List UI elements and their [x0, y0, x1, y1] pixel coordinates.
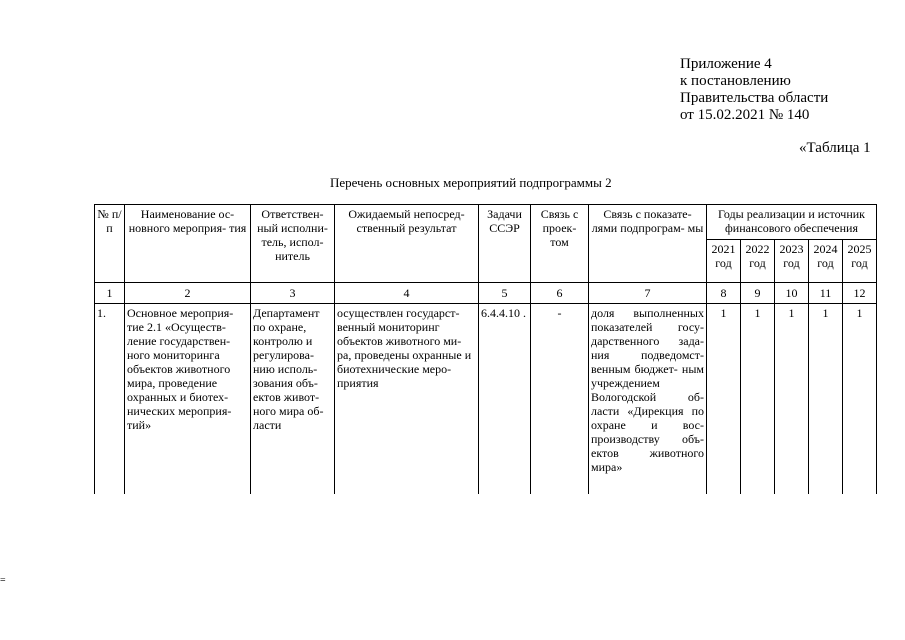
header-year: 2023 год [775, 240, 809, 283]
row-num: 1. [95, 304, 125, 495]
appendix-line-3: Правительства области [680, 90, 829, 106]
col-number: 8 [707, 283, 741, 304]
row-link-project: - [531, 304, 589, 495]
header-year: 2022 год [741, 240, 775, 283]
header-year: 2024 год [809, 240, 843, 283]
col-number: 4 [335, 283, 479, 304]
row-link-indicators: доля выполненных показателей госу- дарственного зада- ния подведомст- венным бюджет- ным учреждением Вологодской об- ласти «Дирекция по охране и вос- производству объ- ектов животного мира» [589, 304, 707, 495]
row-tasks: 6.4.4.10 . [479, 304, 531, 495]
document-title: Перечень основных мероприятий подпрограммы 2 [330, 175, 612, 190]
appendix-line-4: от 15.02.2021 № 140 [680, 107, 810, 123]
col-number: 9 [741, 283, 775, 304]
col-number: 1 [95, 283, 125, 304]
header-year: 2021 год [707, 240, 741, 283]
header-result: Ожидаемый непосред- ственный результат [335, 205, 479, 283]
header-row-1 [95, 205, 877, 240]
table-row [95, 304, 877, 495]
edge-mark: = [0, 575, 6, 586]
header-link-project: Связь с проек- том [531, 205, 589, 283]
row-responsible: Департамент по охране, контролю и регулирова- нию исполь- зования объ- ектов живот- ного мира об- ласти [251, 304, 335, 495]
header-num: № п/п [95, 205, 125, 283]
header-responsible: Ответствен- ный исполни- тель, испол- нитель [251, 205, 335, 283]
header-name: Наименование ос- новного мероприя- тия [125, 205, 251, 283]
col-number: 10 [775, 283, 809, 304]
row-name: Основное мероприя- тие 2.1 «Осуществ- ление государствен- ного мониторинга объектов животного мира, проведение охранных и биотех- нических мероприя- тий» [125, 304, 251, 495]
header-link-indicators: Связь с показате- лями подпрограм- мы [589, 205, 707, 283]
table-reference: «Таблица 1 [799, 140, 871, 156]
row-year-value: 1 [775, 304, 809, 495]
row-year-value: 1 [843, 304, 877, 495]
column-number-row [95, 283, 877, 304]
col-number: 5 [479, 283, 531, 304]
col-number: 11 [809, 283, 843, 304]
header-tasks: Задачи ССЭР [479, 205, 531, 283]
col-number: 3 [251, 283, 335, 304]
row-result: осуществлен государст- венный мониторинг объектов животного ми- ра, проведены охранные и биотехнические меро- приятия [335, 304, 479, 495]
appendix-block [680, 56, 828, 124]
row-year-value: 1 [707, 304, 741, 495]
col-number: 7 [589, 283, 707, 304]
row-year-value: 1 [809, 304, 843, 495]
appendix-line-2: к постановлению [680, 73, 791, 89]
row-year-value: 1 [741, 304, 775, 495]
col-number: 2 [125, 283, 251, 304]
header-years-group: Годы реализации и источник финансового обеспечения [707, 205, 877, 240]
appendix-line-1: Приложение 4 [680, 56, 772, 72]
col-number: 6 [531, 283, 589, 304]
col-number: 12 [843, 283, 877, 304]
measures-table [94, 204, 877, 494]
header-year: 2025 год [843, 240, 877, 283]
